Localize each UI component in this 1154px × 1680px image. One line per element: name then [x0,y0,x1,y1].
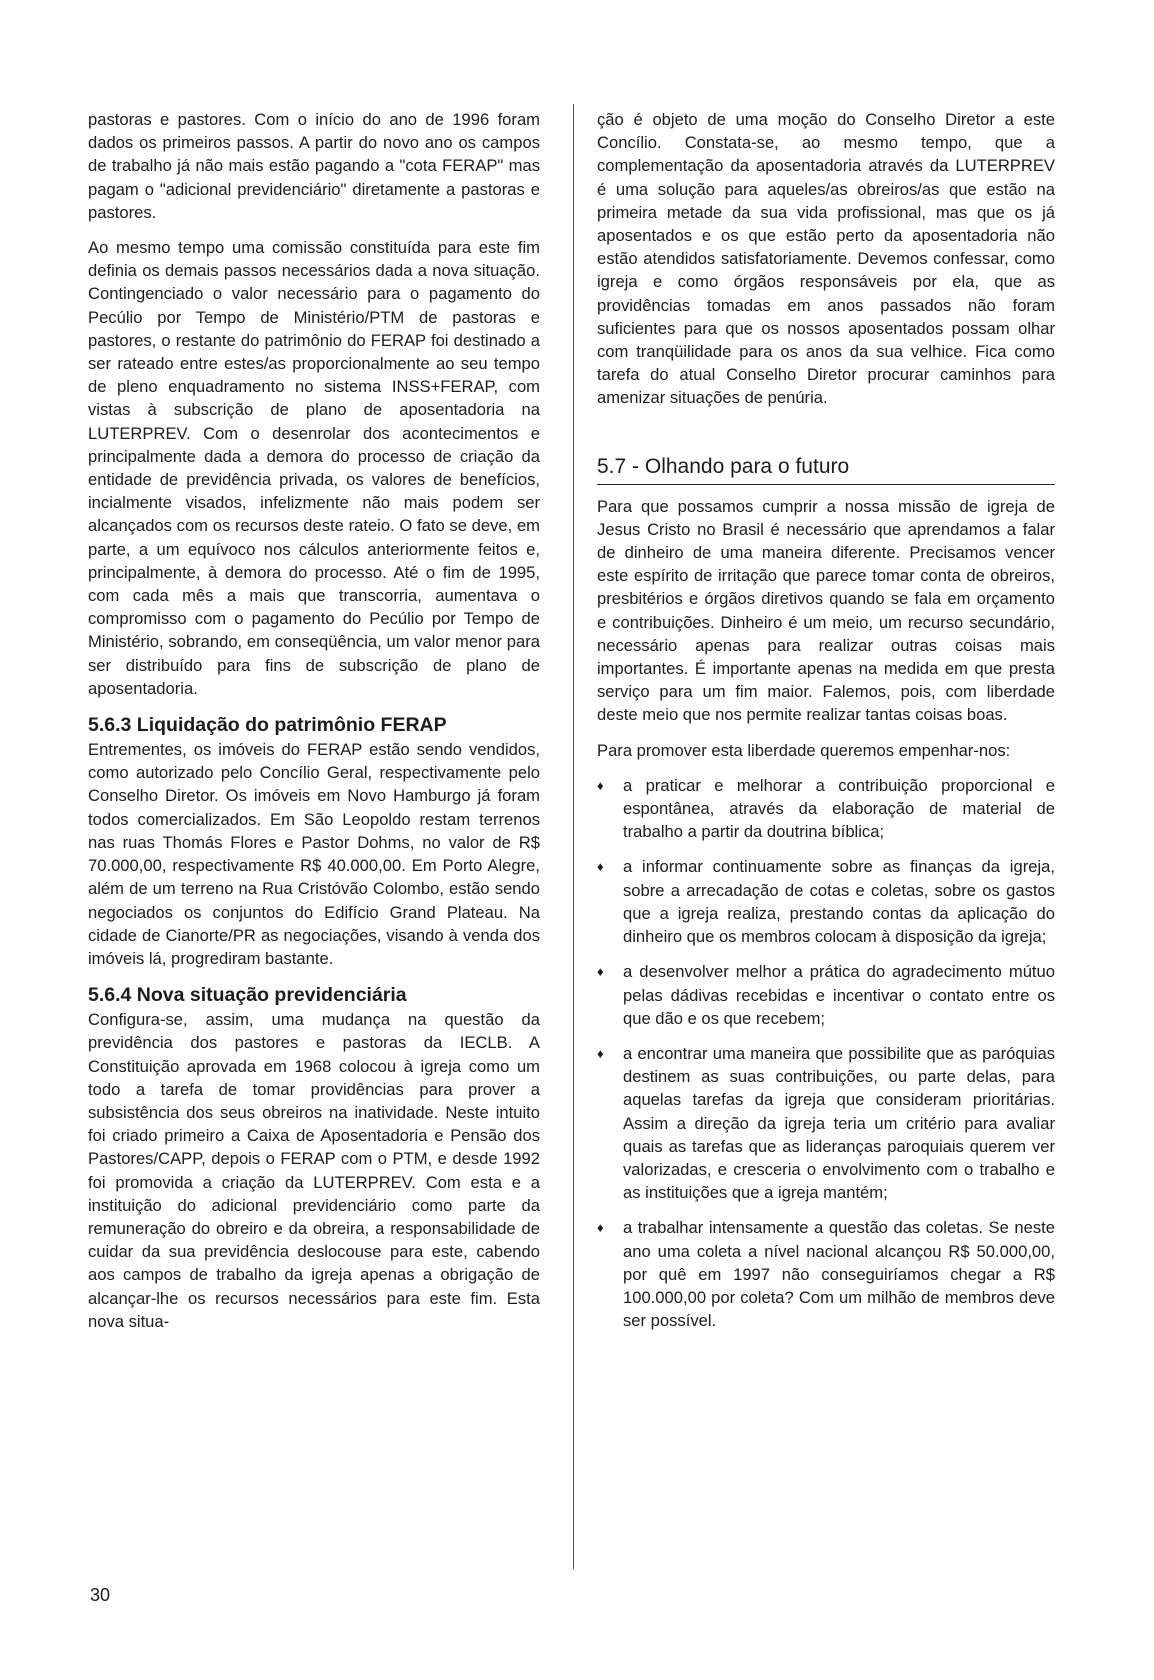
list-item-text: a informar continuamente sobre as finanças da igreja, sobre a arrecadação de cotas e coletas, sobre os gastos que a igreja realiza, prestando contas da aplicação do dinheiro que os membros colocam à disposição da igreja; [623,857,1055,947]
paragraph: pastoras e pastores. Com o início do ano de 1996 foram dados os primeiros passos. A partir do novo ano os campos de trabalho já não mais estão pagando a "cota FERAP" mas pagam o "adicional previdenciário" diretamente a pastoras e pastores. [88,110,540,222]
paragraph: Ao mesmo tempo uma comissão constituída para este fim definia os demais passos necessários dada a nova situação. Contingenciado o valor necessário para o pagamento do Pecúlio por Tempo de Ministério/PTM de pastoras e pastores, o restante do patrimônio do FERAP foi destinado a ser rateado entre estes/as proporcionalmente ao seu tempo de pleno enquadramento no sistema INSS+FERAP, com vistas à subscrição de plano de aposentadoria na LUTERPREV. Com o desenrolar dos acontecimentos e principalmente dada a demora do processo de criação da entidade de previdência privada, os valores de benefícios, incialmente visados, infelizmente não mais podem ser alcançados com os recursos deste rateio. O fato se deve, em parte, a um equívoco nos cálculos anteriormente feitos e, principalmente, à demora do processo. Até o fim de 1995, com cada mês a mais que transcorria, aumentava o compromisso com o pagamento do Pecúlio por Tempo de Ministério, sobrando, em conseqüência, um valor menor para ser distribuído para fins de subscrição de plano de aposentadoria. [88,238,540,698]
section-heading-5-7: 5.7 - Olhando para o futuro [597,452,1055,485]
list-item [597,960,1055,1030]
list-item [597,855,1055,948]
paragraph: Para promover esta liberdade queremos empenhar-nos: [597,740,1011,760]
left-column [88,108,540,1345]
paragraph: ção é objeto de uma moção do Conselho Diretor a este Concílio. Constata-se, ao mesmo tempo, que a complementação da aposentadoria através da LUTERPREV é uma solução para aqueles/as obreiros/as que estão na primeira metade da sua vida profissional, mas que os já aposentados e os que estão perto da aposentadoria não estão atendidos satisfatoriamente. Devemos confessar, como igreja e como órgãos responsáveis por ela, que as providências tomadas em anos passados não foram suficientes para que os nossos aposentados possam olhar com tranqüilidade para os anos da sua velhice. Fica como tarefa do atual Conselho Diretor procurar caminhos para amenizar situações de penúria. [597,110,1055,408]
list-item-text: a desenvolver melhor a prática do agradecimento mútuo pelas dádivas recebidas e incentivar o contato entre os que dão e os que recebem; [623,962,1055,1028]
section-heading-5-6-4: 5.6.4 Nova situação previdenciária [88,984,407,1007]
diamond-bullet-icon: ♦ [597,1220,604,1236]
list-item-text: a trabalhar intensamente a questão das coletas. Se neste ano uma coleta a nível nacional alcançou R$ 50.000,00, por quê em 1997 não conseguiríamos chegar a R$ 100.000,00 por coleta? Com um milhão de membros deve ser possível. [623,1218,1055,1331]
section-heading-5-6-3: 5.6.3 Liquidação do patrimônio FERAP [88,714,447,737]
paragraph: Para que possamos cumprir a nossa missão de igreja de Jesus Cristo no Brasil é necessário que aprendamos a falar de dinheiro de uma maneira diferente. Precisamos vencer este espírito de irritação que parece tomar conta de obreiros, presbitérios e órgãos diretivos quando se fala em orçamento e contribuições. Dinheiro é um meio, um recurso secundário, necessário apenas para realizar outras coisas mais importantes. É importante apenas na medida em que presta serviço para um fim maior. Falemos, pois, com liberdade deste meio que nos permite realizar tantas coisas boas. [597,496,1055,725]
list-item-text: a praticar e melhorar a contribuição proporcional e espontânea, através da elaboração de material de trabalho a partir da doutrina bíblica; [623,775,1055,842]
diamond-bullet-icon: ♦ [597,1045,604,1061]
list-item [597,1042,1055,1204]
diamond-bullet-icon: ♦ [597,964,604,980]
diamond-bullet-icon: ♦ [597,859,604,875]
column-divider [573,104,574,1569]
list-item [597,1216,1055,1332]
paragraph: Entrementes, os imóveis do FERAP estão sendo vendidos, como autorizado pelo Concílio Geral, respectivamente pelo Conselho Diretor. Os imóveis em Novo Hamburgo já foram todos comercializados. Em São Leopoldo restam terrenos nas ruas Thomás Flores e Pastor Dohms, no valor de R$ 70.000,00, respectivamente R$ 40.000,00. Em Porto Alegre, além de um terreno na Rua Cristóvão Colombo, estão sendo negociados os conjuntos do Edifício Grand Plateau. Na cidade de Cianorte/PR as negociações, visando à venda dos imóveis lá, progrediram bastante. [88,740,540,968]
list-item-text: a encontrar uma maneira que possibilite que as paróquias destinem as suas contribuições, ou parte delas, para aquelas tarefas da igreja que consideram prioritárias. Assim a direção da igreja teria um critério para avaliar quais as tarefas que as lideranças paroquiais querem ver valorizadas, e cresceria o envolvimento com o trabalho e as instituições que a igreja mantém; [623,1043,1055,1203]
page-number: 30 [90,1585,111,1605]
paragraph: Configura-se, assim, uma mudança na questão da previdência dos pastores e pastoras da IECLB. A Constituição aprovada em 1968 colocou à igreja como um todo a tarefa de tomar providências para prover a subsistência dos seus obreiros na inatividade. Neste intuito foi criado primeiro a Caixa de Aposentadoria e Pensão dos Pastores/CAPP, depois o FERAP com o PTM, e desde 1992 foi promovida a criação da LUTERPREV. Com esta e a instituição do adicional previdenciário como parte da remuneração do obreiro e da obreira, a responsabilidade de cuidar da sua previdência deslocouse para este, cabendo aos campos de trabalho da igreja apenas a obrigação de alcançar-lhe os recursos necessários para este fim. Esta nova situa- [88,1010,540,1331]
right-column [597,108,1055,1344]
list-item [597,774,1055,844]
diamond-bullet-icon: ♦ [597,777,604,793]
